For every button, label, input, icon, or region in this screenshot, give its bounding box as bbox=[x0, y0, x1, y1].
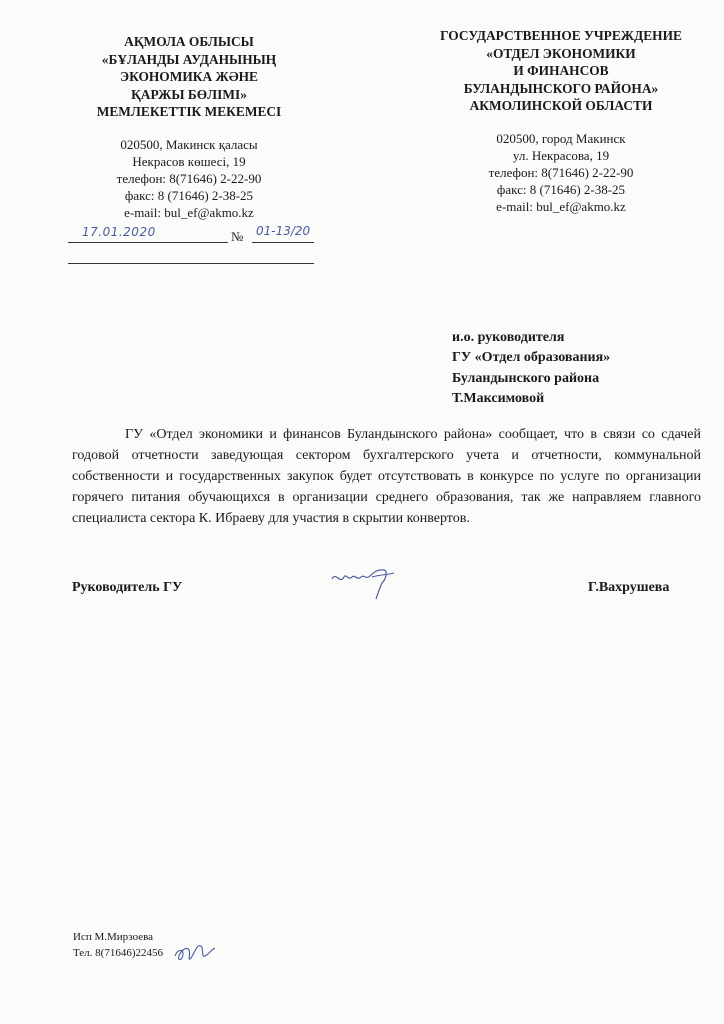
signatory-name: Г.Вахрушева bbox=[588, 580, 670, 595]
executor-phone: Тел. 8(71646)22456 bbox=[73, 946, 163, 959]
handwritten-signature bbox=[328, 565, 400, 603]
addressee-line: и.о. руководителя bbox=[452, 330, 565, 345]
header-right-russian bbox=[420, 27, 702, 216]
executor-initials-signature bbox=[171, 940, 217, 966]
address-block-russian: 020500, город Макинск ул. Некрасова, 19 телефон: 8(71646) 2-22-90 факс: 8 (71646) 2-38-25 e-mail: bul_ef@akmo.kz bbox=[488, 130, 634, 215]
addressee-block bbox=[452, 328, 610, 410]
signatory-title: Руководитель ГУ bbox=[72, 580, 183, 595]
number-underline bbox=[252, 242, 314, 243]
org-name-russian: ГОСУДАРСТВЕННОЕ УЧРЕЖДЕНИЕ «ОТДЕЛ ЭКОНОМИКИ И ФИНАНСОВ БУЛАНДЫНСКОГО РАЙОНА» АКМОЛИНСКОЙ ОБЛАСТИ bbox=[440, 28, 682, 113]
registration-number-label: № bbox=[231, 229, 244, 244]
addressee-line: Т.Максимовой bbox=[452, 391, 545, 407]
registration-number: 01-13/20 bbox=[256, 224, 311, 238]
letter-body: ГУ «Отдел экономики и финансов Буландынского района» сообщает, что в связи со сдачей годовой отчетности заведующая сектором бухгалтерского учета и отчетности, коммунальной собственности и государственных закупок будет отсутствовать в конкурсе по услуге по организации горячего питания обучающихся в организации среднего образования, так же направляем главного специалиста сектора К. Ибраеву для участия в скрытии конвертов. bbox=[72, 427, 701, 527]
addressee-line: Буландынского района bbox=[452, 370, 600, 386]
date-underline bbox=[68, 242, 228, 243]
address-block-kazakh: 020500, Макинск қаласы Некрасов көшесі, 19 телефон: 8(71646) 2-22-90 факс: 8 (71646) 2-38-25 e-mail: bul_ef@akmo.kz bbox=[116, 136, 262, 221]
org-name-kazakh: АҚМОЛА ОБЛЫСЫ «БҰЛАНДЫ АУДАНЫНЫҢ ЭКОНОМИКА ЖӘНЕ ҚАРЖЫ БӨЛІМІ» МЕМЛЕКЕТТІК МЕКЕМЕСІ bbox=[96, 34, 282, 119]
executor-block bbox=[73, 930, 163, 961]
registration-date: 17.01.2020 bbox=[82, 225, 156, 239]
executor-name: Исп М.Мирзоева bbox=[73, 931, 154, 943]
blank-line bbox=[68, 263, 314, 264]
header-left-kazakh bbox=[62, 33, 316, 222]
addressee-line: ГУ «Отдел образования» bbox=[452, 350, 611, 366]
